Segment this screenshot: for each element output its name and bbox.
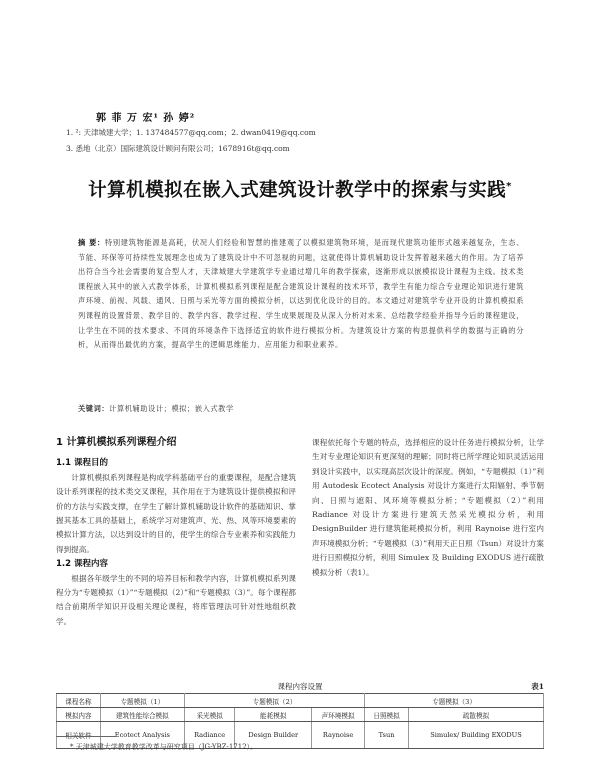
table-cell: 专题模拟（2） <box>184 694 364 708</box>
abstract <box>78 236 524 353</box>
table-cell: 专题模拟（3） <box>365 694 544 708</box>
table-number: 表1 <box>531 682 544 691</box>
section-1-heading: 1 计算机模拟系列课程介绍 <box>56 437 177 448</box>
table-cell: Ecotect Analysis <box>100 722 184 749</box>
section-1-2-text: 根据各年级学生的不同的培养目标和教学内容，计算机模拟系列课程分为“专题模拟（1）”“专题模拟（2）”和“专题模拟（3）”。每个课程都结合前期所学知识开设相关理论课程，将库管理法可针对性地组织教学。 <box>56 573 296 626</box>
section-1-1-text: 计算机模拟系列课程是构成学科基础平台的重要课程，是配合建筑设计系列课程的技术类交叉课程，其作用在于为建筑设计提供模拟和评价的方法与实践支撑，在学生了解计算机辅助设计软件的基础知识、掌握其基本工具的基础上，系统学习对建筑声、光、热、风等环境要素的模拟计算方法，以达到设计的目的，使学生的综合专业素养和实践能力得到提高。 <box>56 472 296 554</box>
table-cell: 建筑性能综合模拟 <box>100 708 184 722</box>
abstract-text: 特别建筑物能源是高耗，伏况人们经验和智慧的推建观了以模拟建筑物环境，是而现代建筑功能形式越来越复杂，生态、节能、环保等可持续性发展理念也成为了建筑设计中不可忽视的问题，这就使得计算机辅助设计发挥着越来越大的作用。为了培养出符合当今社会需要的复合型人才，天津城建大学建筑学专业通过增几年的教学探索，逐渐形成以嵌模拟设计课程为主线。技术类课程嵌入其中的嵌入式教学体系，计算机模拟系列课程是配合建筑设计课程的技术环节，教学生有能力综合专业理论知识进行建筑声环境、前视、风载、通风、日照与采光等方面的模拟分析，以达到优化设计的目的。本文通过对建筑学专业开设的计算机模拟系列课程的设置背景、教学目的、教学内容、教学过程、学生成果展现及从深入分析对未来、总结教学经验并指导今后的课程建设，让学生在不同的技术要求、不同的环境条件下选择适宜的软件进行模拟分析。为建筑设计方案的构思提供科学的数据与正确的分析，从而得出最优的方案，提高学生的逻辑思维能力、应用能力和职业素养。 <box>78 238 524 350</box>
table-cell: Design Builder <box>235 722 312 749</box>
left-column <box>56 436 296 629</box>
title-text: 计算机模拟在嵌入式建筑设计教学中的探索与实践 <box>88 180 507 201</box>
table-cell: Tsun <box>365 722 409 749</box>
abstract-label: 摘 要： <box>78 238 105 247</box>
table-cell: 专题模拟（1） <box>100 694 184 708</box>
title-footnote-mark: * <box>506 180 512 192</box>
section-1-2-heading: 1.2 课程内容 <box>56 559 109 570</box>
table-cell: 采光模拟 <box>184 708 235 722</box>
footnote-divider <box>56 736 116 737</box>
keywords-text: 计算机辅助设计；模拟；嵌入式教学 <box>109 404 234 413</box>
table-cell: 日照模拟 <box>365 708 409 722</box>
keywords-label: 关键词： <box>78 404 110 413</box>
keywords <box>78 404 524 414</box>
affiliation-line-2: 3. 悉地（北京）国际建筑设计顾问有限公司；1678916t@qq.com <box>66 144 290 153</box>
table-caption <box>56 681 544 692</box>
right-column <box>312 436 544 580</box>
table-row <box>57 694 544 708</box>
table-cell: Simulex/ Building EXODUS <box>408 722 543 749</box>
table-row <box>57 708 544 722</box>
affiliation-line-1: 1. ²: 天津城建大学；1. 137484577@qq.com；2. dwan0419@qq.com <box>66 128 316 137</box>
table-cell: 能耗模拟 <box>235 708 312 722</box>
table-cell: Radiance <box>184 722 235 749</box>
table-cell: Raynoise <box>312 722 365 749</box>
table-title: 课程内容设置 <box>277 682 323 691</box>
table-cell: 声环境模拟 <box>312 708 365 722</box>
authors: 郭 菲 万 宏¹ 孙 婷² <box>96 113 196 124</box>
table-cell: 疏散模拟 <box>408 708 543 722</box>
paper-title <box>0 176 600 202</box>
footnote: * 天津城建大学教育教学改革与研究项目（JG-YBZ-1712）。 <box>70 743 258 751</box>
table-cell: 相关软件 <box>57 722 101 749</box>
right-column-text: 课程依托每个专题的特点，选择相应的设计任务进行模拟分析，让学生对专业理论知识有更深刻的理解；同时将已所学理论知识灵活运用到设计实践中，以实现高层次设计的深度。例如，“专题模拟（1）”利用 Autodesk Ecotect Analysis 对设计方案进行太阳辐射、季节朝向、日照与遮阳、风环境等模拟分析；“专题模拟（2）”利用 Radiance 对设计方案进行建筑天然采光模拟分析，利用 DesignBuilder 进行建筑能耗模拟分析，利用 Raynoise 进行室内声环境模拟分析；“专题模拟（3）”利用天正日照（Tsun）对设计方案进行日照模拟分析，利用 Simulex 及 Building EXODUS 进行疏散模拟分析（表1）。 <box>312 438 545 577</box>
course-table <box>56 693 544 749</box>
table-cell: 模拟内容 <box>57 708 101 722</box>
table-cell: 课程名称 <box>57 694 101 708</box>
section-1-1-heading: 1.1 课程目的 <box>56 458 109 469</box>
